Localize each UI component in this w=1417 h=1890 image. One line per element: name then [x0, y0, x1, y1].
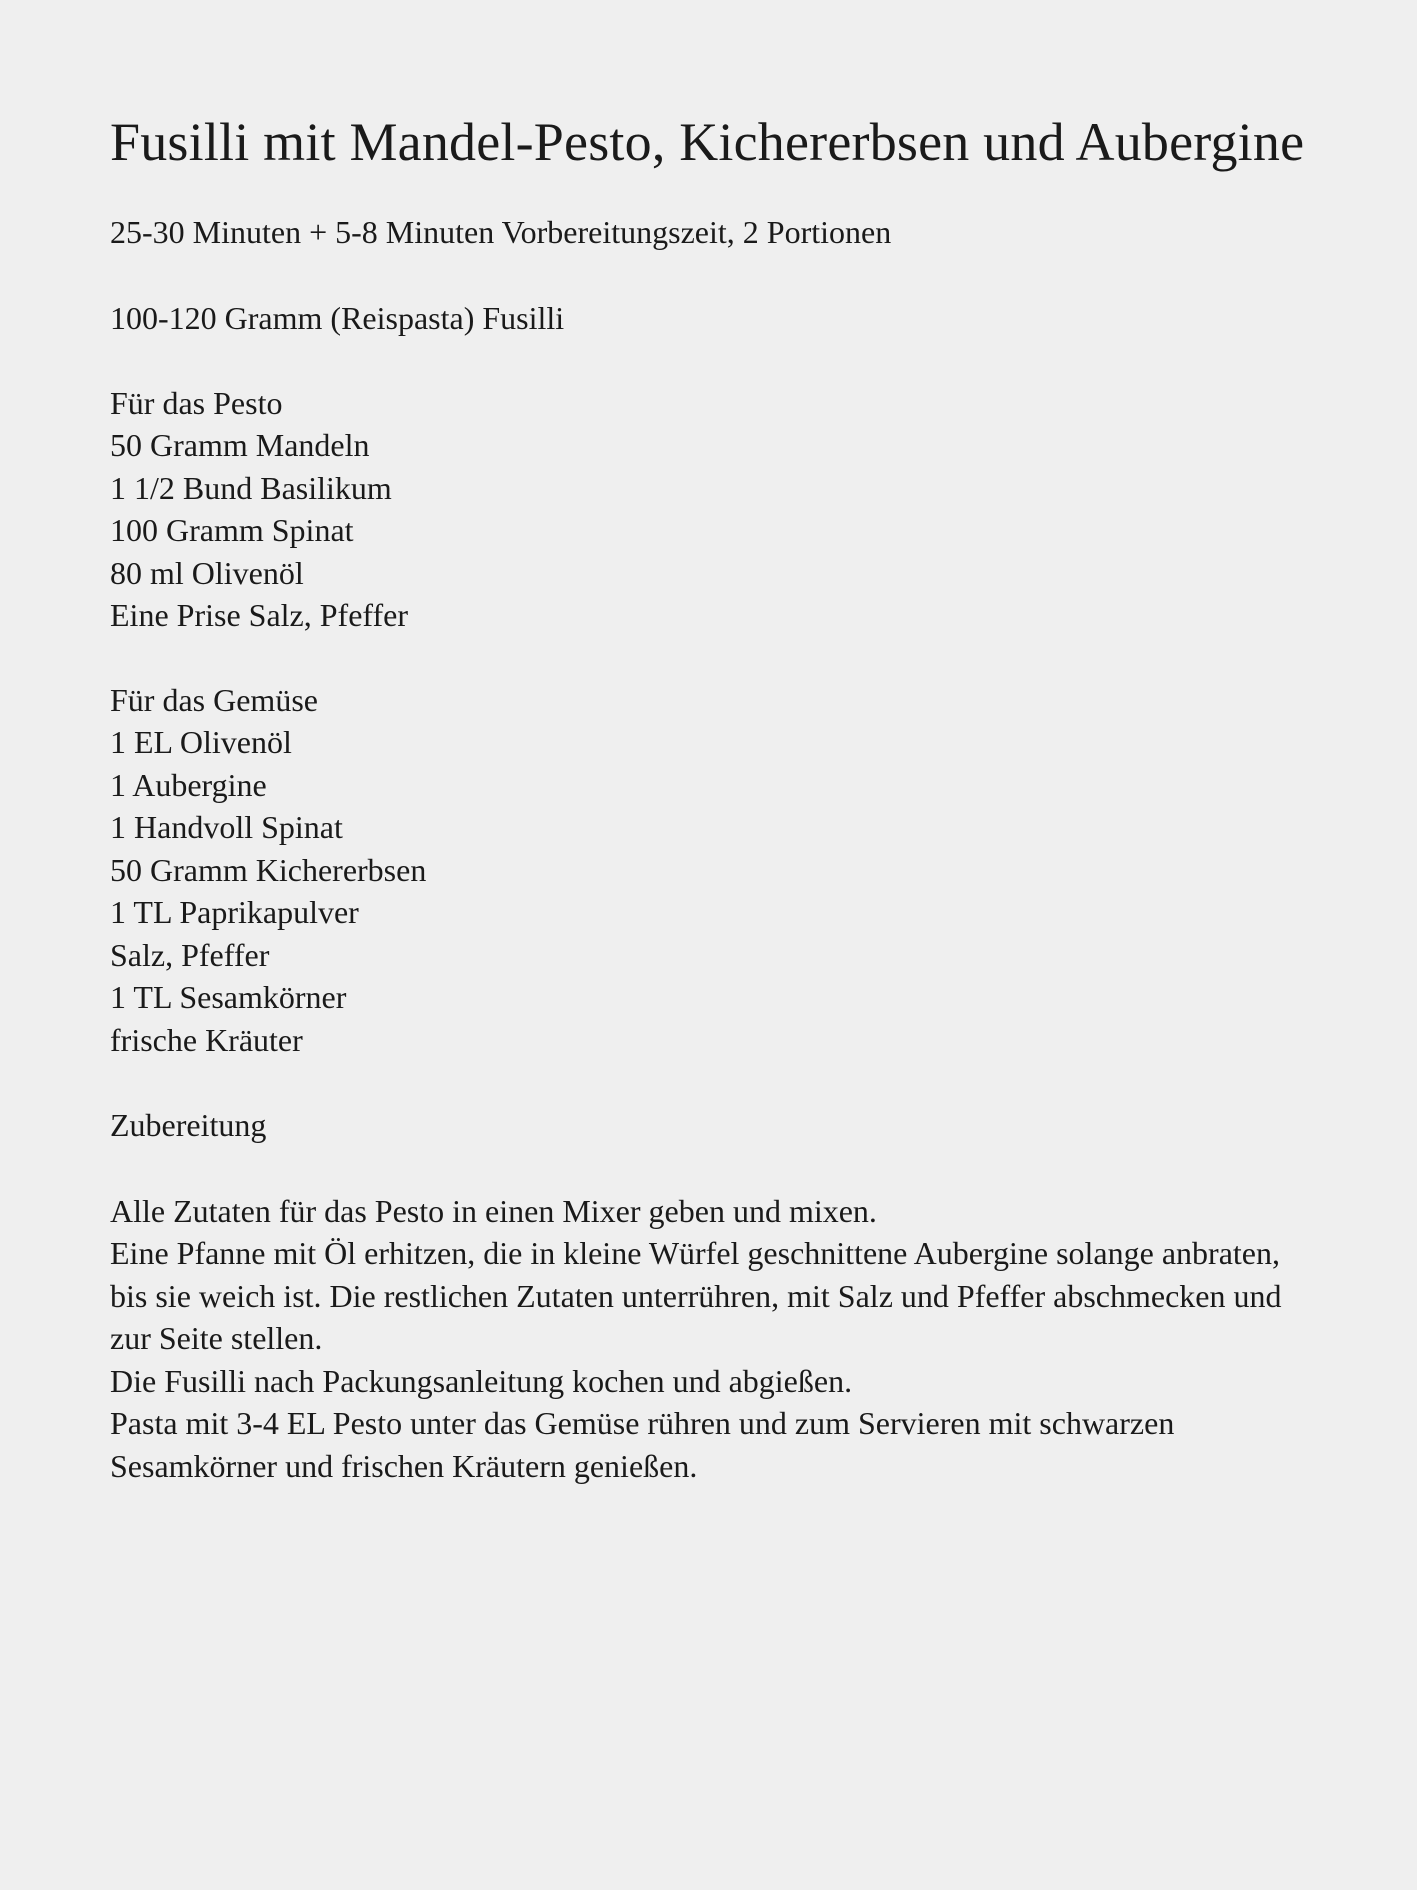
pesto-heading: Für das Pesto [110, 384, 283, 421]
preparation-step: Alle Zutaten für das Pesto in einen Mixer geben und mixen. [110, 1192, 877, 1229]
pasta-line: 100-120 Gramm (Reispasta) Fusilli [110, 300, 565, 336]
preparation-step: Die Fusilli nach Packungsanleitung kochen und abgießen. [110, 1362, 853, 1399]
vegetables-item: 1 EL Olivenöl [110, 724, 292, 760]
preparation-steps [110, 1190, 1310, 1488]
pesto-item: 1 1/2 Bund Basilikum [110, 469, 392, 506]
vegetables-item: 50 Gramm Kichererbsen [110, 851, 427, 888]
preparation-step: Eine Pfanne mit Öl erhitzen, die in kleine Würfel geschnittene Aubergine solange anbraten, bis sie weich ist. Die restlichen Zutaten unterrühren, mit Salz und Pfeffer abschmecken und zur Seite stellen. [110, 1235, 1282, 1356]
vegetables-heading: Für das Gemüse [110, 681, 318, 718]
pesto-item: 50 Gramm Mandeln [110, 427, 370, 463]
recipe-document [110, 108, 1310, 1487]
preparation-step: Pasta mit 3-4 EL Pesto unter das Gemüse rühren und zum Servieren mit schwarzen Sesamkörner und frischen Kräutern genießen. [110, 1405, 1175, 1484]
vegetables-item: 1 TL Sesamkörner [110, 979, 347, 1015]
vegetables-item: 1 TL Paprikapulver [110, 894, 359, 930]
pesto-item: 100 Gramm Spinat [110, 512, 354, 548]
recipe-title: Fusilli mit Mandel-Pesto, Kichererbsen und Aubergine [110, 112, 1305, 172]
pesto-item: 80 ml Olivenöl [110, 554, 304, 591]
vegetables-item: frische Kräuter [110, 1021, 303, 1058]
vegetables-item: Salz, Pfeffer [110, 936, 270, 973]
pesto-section [110, 382, 1310, 637]
pesto-item: Eine Prise Salz, Pfeffer [110, 597, 408, 633]
preparation-heading: Zubereitung [110, 1107, 267, 1143]
vegetables-item: 1 Aubergine [110, 766, 267, 803]
vegetables-item: 1 Handvoll Spinat [110, 809, 343, 845]
recipe-meta: 25-30 Minuten + 5-8 Minuten Vorbereitungszeit, 2 Portionen [110, 214, 892, 250]
vegetables-section [110, 679, 1310, 1062]
